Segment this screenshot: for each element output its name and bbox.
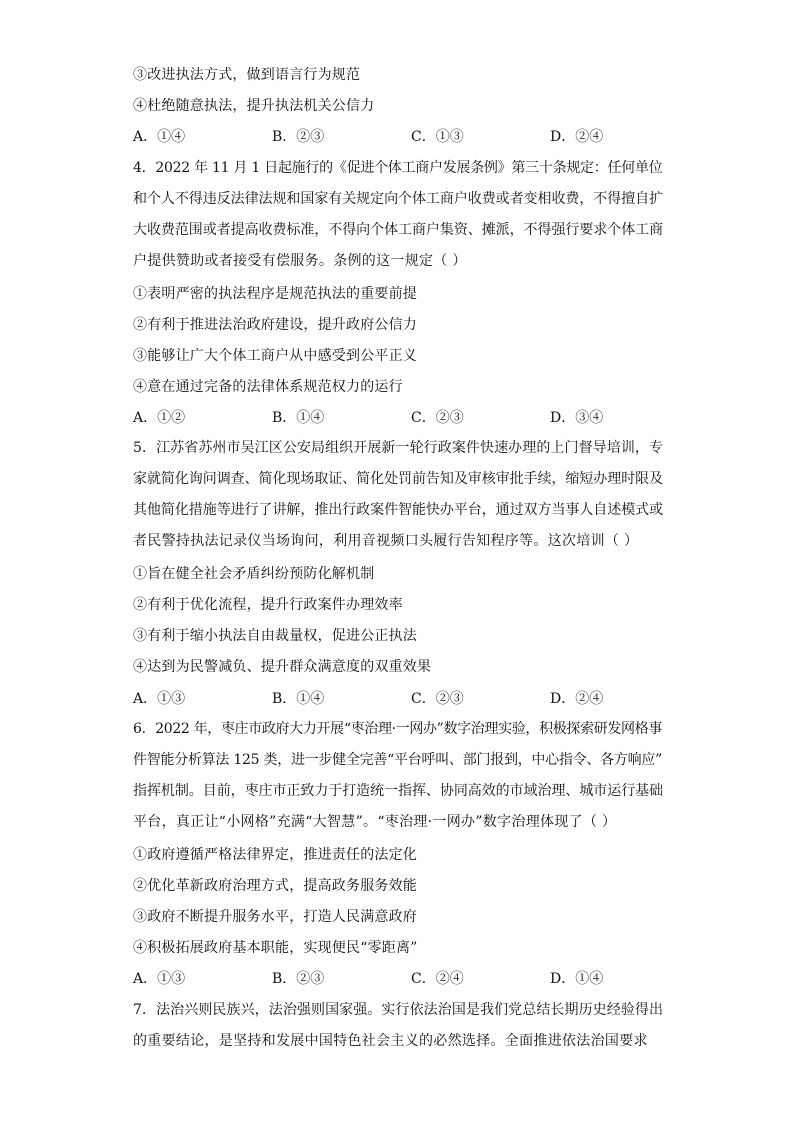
q3-choice-c: C．①③ (411, 129, 464, 145)
q6-stem-line: 件智能分析算法 125 类，进一步健全完善“平台呼叫、部门报到，中心指令、各方响应” (133, 752, 662, 768)
q3-choice-b: B．②③ (272, 129, 325, 145)
q7-stem-line: 的重要结论，是坚持和发展中国特色社会主义的必然选择。全面推进依法治国要求 (133, 1033, 648, 1049)
q5-choices (133, 689, 663, 709)
q6-choices (133, 969, 663, 989)
q6-option-4: ④积极拓展政府基本职能，实现便民“零距离” (133, 940, 418, 956)
q4-stem-line: 户提供赞助或者接受有偿服务。条例的这一规定（ ） (133, 253, 467, 269)
q5-choice-d: D．②④ (550, 691, 604, 707)
q6-choice-c: C．②④ (411, 971, 464, 987)
q5-stem-line: 者民警持执法记录仪当场询问，利用音视频口头履行告知程序等。这次培训（ ） (133, 533, 639, 549)
q3-choice-a: A．①④ (133, 129, 186, 145)
q4-choice-b: B．①④ (272, 410, 325, 426)
q4-choice-d: D．③④ (550, 410, 604, 426)
q3-option-3: ③改进执法方式，做到语言行为规范 (133, 67, 361, 83)
q6-stem-line: 6．2022 年，枣庄市政府大力开展“枣治理·一网办”数字治理实验，积极探索研发网格事 (133, 721, 663, 737)
q4-choices (133, 408, 663, 428)
q6-option-2: ②优化革新政府治理方式，提高政务服务效能 (133, 878, 417, 894)
q6-choice-d: D．①④ (550, 971, 604, 987)
q5-stem-line: 5．江苏省苏州市吴江区公安局组织开展新一轮行政案件快速办理的上门督导培训，专 (133, 440, 664, 456)
q5-option-3: ③有利于缩小执法自由裁量权，促进公正执法 (133, 628, 417, 644)
q4-choice-c: C．②③ (411, 410, 464, 426)
q5-option-2: ②有利于优化流程，提升行政案件办理效率 (133, 597, 403, 613)
q6-stem-line: 指挥机制。目前，枣庄市正致力于打造统一指挥、协同高效的市域治理、城市运行基础 (133, 783, 664, 799)
q7-stem-line: 7．法治兴则民族兴，法治强则国家强。实行依法治国是我们党总结长期历史经验得出 (133, 1002, 664, 1018)
q6-choice-a: A．①③ (133, 971, 186, 987)
q6-choice-b: B．②③ (272, 971, 325, 987)
q4-stem-line: 4．2022 年 11 月 1 日起施行的《促进个体工商户发展条例》第三十条规定：任何单位 (133, 160, 663, 176)
q6-stem-line: 平台，真正让“小网格”充满“大智慧”。“枣治理·一网办”数字治理体现了（ ） (133, 814, 617, 830)
q4-option-4: ④意在通过完备的法律体系规范权力的运行 (133, 379, 403, 395)
q4-stem-line: 大收费范围或者提高收费标准，不得向个体工商户集资、摊派，不得强行要求个体工商 (133, 222, 664, 238)
q3-choice-d: D．②④ (550, 129, 604, 145)
q4-choice-a: A．①② (133, 410, 186, 426)
q3-option-4: ④杜绝随意执法，提升执法机关公信力 (133, 98, 375, 114)
q3-choices (133, 127, 663, 147)
q5-option-1: ①旨在健全社会矛盾纠纷预防化解机制 (133, 566, 375, 582)
q5-option-4: ④达到为民警减负、提升群众满意度的双重效果 (133, 659, 432, 675)
q5-choice-b: B．①④ (272, 691, 325, 707)
q4-option-2: ②有利于推进法治政府建设，提升政府公信力 (133, 317, 417, 333)
q5-choice-a: A．①③ (133, 691, 186, 707)
q4-option-3: ③能够让广大个体工商户从中感受到公平正义 (133, 348, 417, 364)
q4-stem-line: 和个人不得违反法律法规和国家有关规定向个体工商户收费或者变相收费，不得擅自扩 (133, 191, 664, 207)
q6-option-3: ③政府不断提升服务水平，打造人民满意政府 (133, 909, 417, 925)
q5-stem-line: 其他简化措施等进行了讲解，推出行政案件智能快办平台，通过双方当事人自述模式或 (133, 502, 664, 518)
q5-choice-c: C．②③ (411, 691, 464, 707)
q6-option-1: ①政府遵循严格法律界定，推进责任的法定化 (133, 847, 417, 863)
q4-option-1: ①表明严密的执法程序是规范执法的重要前提 (133, 286, 417, 302)
q5-stem-line: 家就简化询问调查、简化现场取证、简化处罚前告知及审核审批手续，缩短办理时限及 (133, 471, 664, 487)
